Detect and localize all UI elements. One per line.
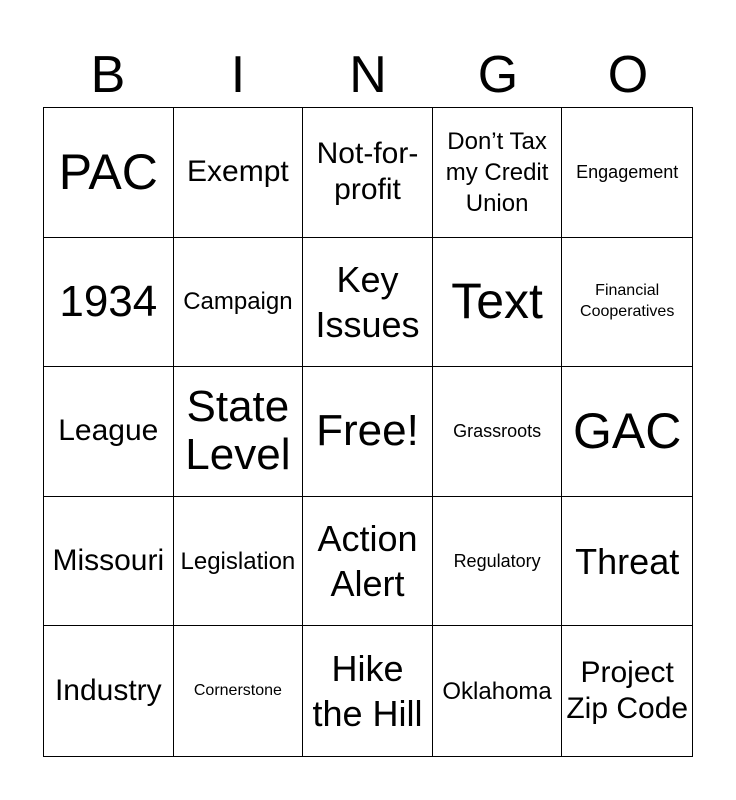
bingo-cell-not-for-profit[interactable]: Not-for-profit bbox=[303, 108, 433, 238]
bingo-cell-key-issues[interactable]: Key Issues bbox=[303, 238, 433, 368]
bingo-cell-action-alert[interactable]: Action Alert bbox=[303, 497, 433, 627]
bingo-cell-text[interactable]: Text bbox=[433, 238, 563, 368]
bingo-cell-grassroots[interactable]: Grassroots bbox=[433, 367, 563, 497]
bingo-cell-campaign[interactable]: Campaign bbox=[174, 238, 304, 368]
bingo-cell-regulatory[interactable]: Regulatory bbox=[433, 497, 563, 627]
header-letter-b: B bbox=[90, 46, 126, 104]
bingo-cell-missouri[interactable]: Missouri bbox=[44, 497, 174, 627]
bingo-cell-engagement[interactable]: Engagement bbox=[562, 108, 692, 238]
bingo-cell-dont-tax-my-credit-union[interactable]: Don’t Tax my Credit Union bbox=[433, 108, 563, 238]
bingo-cell-state-level[interactable]: State Level bbox=[174, 367, 304, 497]
bingo-cell-1934[interactable]: 1934 bbox=[44, 238, 174, 368]
bingo-cell-gac[interactable]: GAC bbox=[562, 367, 692, 497]
bingo-cell-exempt[interactable]: Exempt bbox=[174, 108, 304, 238]
bingo-board bbox=[43, 107, 693, 757]
bingo-cell-cornerstone[interactable]: Cornerstone bbox=[174, 626, 304, 756]
bingo-cell-oklahoma[interactable]: Oklahoma bbox=[433, 626, 563, 756]
header-letter-n: N bbox=[349, 46, 387, 104]
bingo-cell-pac[interactable]: PAC bbox=[44, 108, 174, 238]
bingo-cell-financial-cooperatives[interactable]: Financial Cooperatives bbox=[562, 238, 692, 368]
bingo-cell-hike-the-hill[interactable]: Hike the Hill bbox=[303, 626, 433, 756]
bingo-cell-industry[interactable]: Industry bbox=[44, 626, 174, 756]
header-letter-i: I bbox=[230, 46, 246, 104]
bingo-cell-league[interactable]: League bbox=[44, 367, 174, 497]
header-letter-o: O bbox=[607, 46, 649, 104]
bingo-cell-legislation[interactable]: Legislation bbox=[174, 497, 304, 627]
bingo-cell-project-zip-code[interactable]: Project Zip Code bbox=[566, 656, 689, 726]
header-letter-g: G bbox=[477, 46, 519, 104]
bingo-header bbox=[43, 44, 693, 106]
bingo-cell-threat[interactable]: Threat bbox=[562, 497, 692, 627]
bingo-cell-free[interactable]: Free! bbox=[303, 367, 433, 497]
